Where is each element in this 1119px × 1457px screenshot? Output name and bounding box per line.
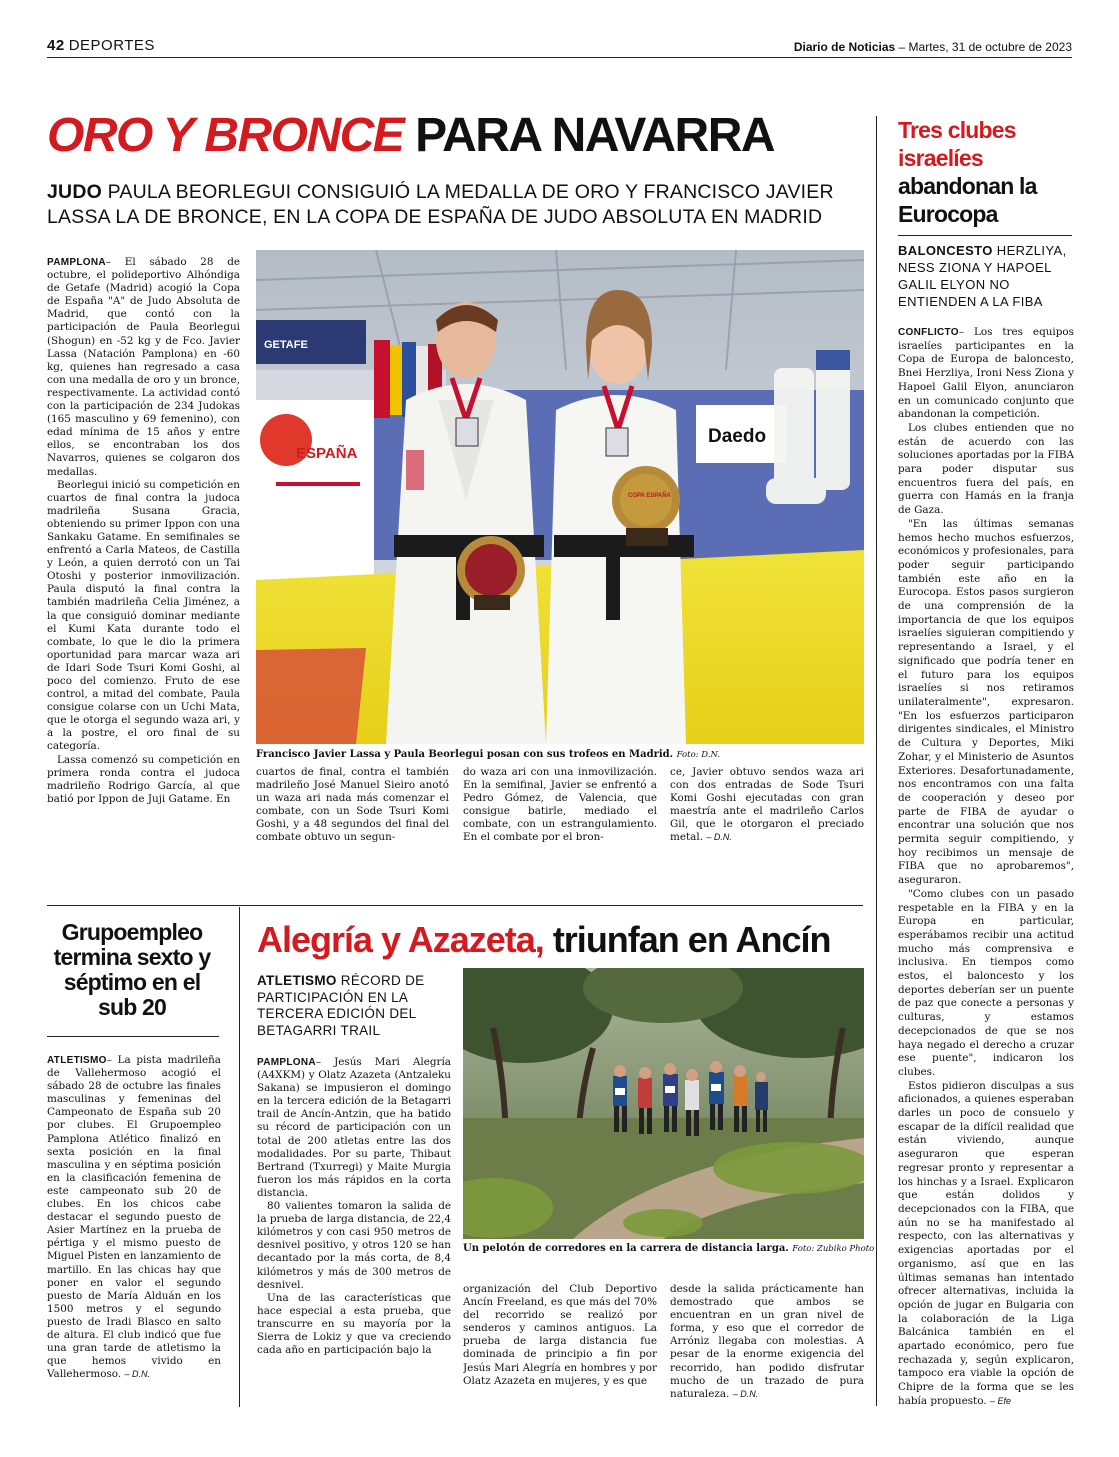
alegria-signature: – D.N.	[732, 1388, 759, 1399]
main-column-4-text: ce, Javier obtuvo sendos waza ari con dos entradas de Sode Tsuri Komi Goshi ejecutadas con gran maestría ante el madrileño Carlos Gil, que le otorgaron el preciado metal. – D.N.	[670, 766, 864, 844]
sidebar-paragraph-5: Estos pidieron disculpas a sus aficionados, a quienes esperaban darles un poco de consuelo y escapar de la difícil realidad que están viviendo, aunque aseguraron que esperan regresar pronto y representar a los hinchas y a Israel. Explicaron que están dolidos y decepcionados con la FIBA, que aún no se ha manifestado al respecto, con las alternativas y exigencias aportadas por el organismo, así que en las últimas semanas han intentado ofrecer alternativas, incluida la opción de jugar en Bulgaria con la colaboración de la Liga Balcánica también en el apartado económico, pero fue rechazada y, según explicaron, tampoco era viable la opción de Chipre de la forma que se les había propuesto. – Efe	[898, 1079, 1074, 1406]
main-headline	[47, 108, 847, 164]
alegria-subhead	[257, 973, 455, 1039]
judo-photo-caption	[256, 748, 720, 762]
grupoempleo-paragraph: ATLETISMO– La pista madrileña de Vallehermoso acogió el sábado 28 de octubre las finales masculinas y femeninas del Campeonato de España sub 20 por clubes. El Grupoempleo Pamplona Atlético finalizó en sexta posición en la final masculina y en séptima posición en la clasificación femenina de este campeonato sub 20 de clubes. En los chicos cabe destacar el segundo puesto de Asier Martínez en la prueba de pértiga y el mismo puesto de Miguel Pisten en lanzamiento de martillo. En las chicas hay que poner en valor el segundo puesto de María Alduán en los 1500 metros y el segundo puesto de Iradi Blasco en salto de altura. El club indicó que fue una gran tarde de atletismo la que hemos vivido en Vallehermoso. – D.N.	[47, 1054, 221, 1381]
trail-photo	[463, 968, 864, 1239]
judo-photo	[256, 250, 864, 744]
main-paragraph-3: Lassa comenzó su competición en primera ronda contra el judoca madrileño Rodrigo García, al que batió por Ippon de Juji Gatame. En	[47, 753, 240, 805]
grupoempleo-headline: Grupoempleo termina sexto y séptimo en el sub 20	[53, 919, 211, 1020]
main-column-2	[256, 766, 449, 878]
alegria-paragraph-2: 80 valientes tomaron la salida de la prueba de larga distancia, de 22,4 kilómetros y con casi 950 metros de desnivel positivo, y otros 120 se han decantado por la más corta, de 8,4 kilómetros y más de 300 metros de desnivel.	[257, 1200, 451, 1291]
banner-city-text: GETAFE	[264, 339, 308, 351]
page-number: 42	[47, 37, 65, 54]
main-signature: – D.N.	[706, 832, 732, 843]
sidebar-rule	[898, 235, 1072, 236]
sidebar-subhead	[898, 242, 1074, 310]
alegria-column-1	[257, 1056, 451, 1406]
column-divider-right	[876, 116, 877, 1406]
newspaper-dateline	[794, 40, 1072, 54]
grupoempleo-column	[47, 1054, 221, 1406]
sidebar-paragraph-2: Los clubes entienden que no están de acuerdo con las soluciones aportadas por la FIBA para poder disputar sus encuentros fuera del país, en guerra con Hamás en la franja de Gaza.	[898, 421, 1074, 517]
alegria-sub-tag: ATLETISMO	[257, 973, 337, 988]
alegria-column-3-text: desde la salida prácticamente han demostrado que ambos se encuentran en un gran nivel de forma, y eso que el corredor de Arróniz llegaba con molestias. A pesar de la enorme exigencia del recorrido, han podido disfrutar mucho de un trazado de pura naturaleza. – D.N.	[670, 1283, 864, 1400]
issue-date: – Martes, 31 de octubre de 2023	[898, 40, 1072, 54]
alegria-column-2-text: organización del Club Deportivo Ancín Freeland, es que más del 70% del recorrido se realizó por senderos y caminos antiguos. La prueba de larga distancia fue dominada de principio a fin por Jesús Mari Alegría en hombres y por Olatz Azazeta en mujeres, y es que	[463, 1283, 657, 1387]
sidebar-paragraph-1: CONFLICTO– Los tres equipos israelíes participantes en la Copa de Europa de baloncesto, Bnei Herzliya, Ironi Ness Ziona y Hapoel Galil Elyon, anunciaron en un comunicado conjunto que abandonan la competición.	[898, 326, 1074, 421]
grupoempleo-lead: ATLETISMO	[47, 1055, 107, 1066]
alegria-column-2	[463, 1283, 657, 1407]
sidebar-column	[898, 326, 1074, 1406]
page-section	[47, 37, 155, 54]
sidebar-paragraph-4: "Como clubes con un pasado respetable en la FIBA y en la Europa en particular, esperábamos recibir una actitud mucho más comprensiva e inclusiva. En tiempos como estos, el baloncesto y los deportes deberían ser un puente de paz que conecte a personas y culturas, y estamos decepcionados de que se nos haya negado el derecho a cruzar ese puente", indicaron los clubes.	[898, 887, 1074, 1078]
sidebar-sub-tag: BALONCESTO	[898, 243, 993, 258]
sidebar-paragraph-3: "En las últimas semanas hemos hecho muchos esfuerzos, económicos y profesionales, para poder seguir participando también este año en la Eurocopa. Estos pasos surgieron de una comprensión de la importancia de que los equipos israelíes siguieran compitiendo y representando a Israel, y el significado que podría tener en el futuro para los equipos israelíes si nos retiramos unilateralmente", expresaron. "En los esfuerzos participaron dirigentes sindicales, el Ministro de Cultura y Deportes, Miki Zohar, y el Ministerio de Asuntos Exteriores. Desafortunadamente, nos encontramos con una falta de cooperación y deseo por parte de FIBA de ayudar o encontrar una solución que nos permita seguir compitiendo, y hoy recibimos un mensaje de FIBA que no aprobaremos", aseguraron.	[898, 517, 1074, 887]
banner-spain-text: ESPAÑA	[296, 445, 358, 462]
banner-brand-text: Daedo	[708, 426, 767, 447]
alegria-headline	[257, 918, 867, 962]
alegria-title-red: Alegría y Azazeta,	[257, 919, 544, 960]
alegria-paragraph-1: PAMPLONA– Jesús Mari Alegría (A4XKM) y Olatz Azazeta (Antzaleku Sakana) se impusieron el domingo en la tercera edición de la Betagarri trail de Ancín-Antzin, que ha batido su récord de participación con un total de 200 atletas entre las dos modalidades. Por su parte, Thibaut Bertrand (Txurregi) y Maite Murgia fueron los más rápidos en la corta distancia.	[257, 1056, 451, 1199]
grupo-rule	[47, 1036, 219, 1037]
sidebar-title-red: Tres clubes israelíes	[898, 117, 1016, 171]
main-subhead	[47, 180, 847, 230]
judo-photo-credit: Foto: D.N.	[676, 750, 721, 760]
trail-photo-caption	[463, 1242, 874, 1256]
main-column-3-text: do waza ari con una inmovilización. En la semifinal, Javier se enfrentó a Pedro Gómez, de Valencia, que consigue batirle, mediado el combate, con un estrangulamiento. En el combate por el bron-	[463, 766, 657, 844]
alegria-title-dark: triunfan en Ancín	[552, 919, 831, 960]
sidebar-lead: CONFLICTO	[898, 327, 959, 338]
sidebar-title-dark: abandonan la Eurocopa	[898, 173, 1037, 227]
alegria-lead: PAMPLONA	[257, 1057, 316, 1068]
subhead-text: PAULA BEORLEGUI CONSIGUIÓ LA MEDALLA DE ORO Y FRANCISCO JAVIER LASSA LA DE BRONCE, EN LA COPA DE ESPAÑA DE JUDO ABSOLUTA EN MADRID	[47, 181, 834, 228]
sidebar-signature: – Efe	[989, 1395, 1011, 1406]
main-column-3	[463, 766, 657, 878]
sidebar-sub-text: HERZLIYA, NESS ZIONA Y HAPOEL GALIL ELYON NO ENTIENDEN A LA FIBA	[898, 243, 1067, 309]
newspaper-name: Diario de Noticias	[793, 40, 896, 54]
subhead-tag: JUDO	[47, 181, 102, 203]
sidebar-headline	[898, 116, 1074, 228]
section-rule	[47, 905, 863, 906]
alegria-column-3	[670, 1283, 864, 1407]
main-lead: PAMPLONA	[47, 257, 106, 268]
trail-caption-text: Un pelotón de corredores en la carrera de distancia larga.	[463, 1243, 789, 1254]
main-paragraph-2: Beorlegui inició su competición en cuartos de final contra la judoca madrileña Susana Gracia, obteniendo su primer Ippon con una Sankaku Gatame. En semifinales se enfrentó a Carla Mateos, de Castilla y León, a quien derrotó con un Tai Otoshi y posterior inmovilización. Paula disputó la final contra la también madrileña Celia Jiménez, a la que consiguió dominar mediante el Kumi Kata durante todo el combate, lo que le dio la primera oportunidad para marcar waza ari de Idari Sode Tsuri Komi Goshi, al poco del comienzo. Fruto de ese control, a mitad del combate, Paula consigue colarse con un Uchi Mata, que le otorga el segundo waza ari, y a la postre, el oro final de su categoría.	[47, 478, 240, 753]
main-column-2-text: cuartos de final, contra el también madrileño José Manuel Sieiro anotó un waza ari nada más comenzar el combate, con un Sode Tsuri Komi Goshi, y a 48 segundos del final del combate obtuvo un segun-	[256, 766, 449, 844]
headline-dark: PARA NAVARRA	[415, 109, 775, 162]
trophy-text: COPA ESPAÑA	[628, 493, 671, 499]
headline-red: ORO Y BRONCE	[47, 109, 404, 162]
trail-photo-credit: Foto: Zubiko Photo	[792, 1244, 875, 1254]
judo-caption-text: Francisco Javier Lassa y Paula Beorlegui posan con sus trofeos en Madrid.	[256, 749, 674, 760]
grupoempleo-signature: – D.N.	[124, 1369, 150, 1380]
main-paragraph-1: PAMPLONA– El sábado 28 de octubre, el polideportivo Alhóndiga de Getafe (Madrid) acogió la Copa de España "A" de Judo Absoluta de Madrid, que contó con la participación de Paula Beorlegui (Shogun) en -52 kg y de Fco. Javier Lassa (Natación Pamplona) en -60 kg, quienes han regresado a casa con una medalla de oro y un bronce, respectivamente. La actividad contó con la participación de 234 Judokas (165 masculino y 69 femenino), con edad mínima de 15 años y entre ellos, se encontraban los dos Navarros, quienes se colgaron dos medallas.	[47, 256, 240, 478]
main-column-1	[47, 256, 240, 878]
column-divider-left	[239, 907, 240, 1407]
alegria-paragraph-3: Una de las características que hace especial a esta prueba, que transcurre en su mayoría por la Sierra de Lokiz y que va creciendo cada año en participación bajo la	[257, 1291, 451, 1357]
main-column-4	[670, 766, 864, 878]
section-name: DEPORTES	[68, 37, 155, 54]
alegria-sub-text: RÉCORD DE PARTICIPACIÓN EN LA TERCERA EDICIÓN DEL BETAGARRI TRAIL	[257, 973, 425, 1038]
page-header	[47, 36, 1072, 58]
